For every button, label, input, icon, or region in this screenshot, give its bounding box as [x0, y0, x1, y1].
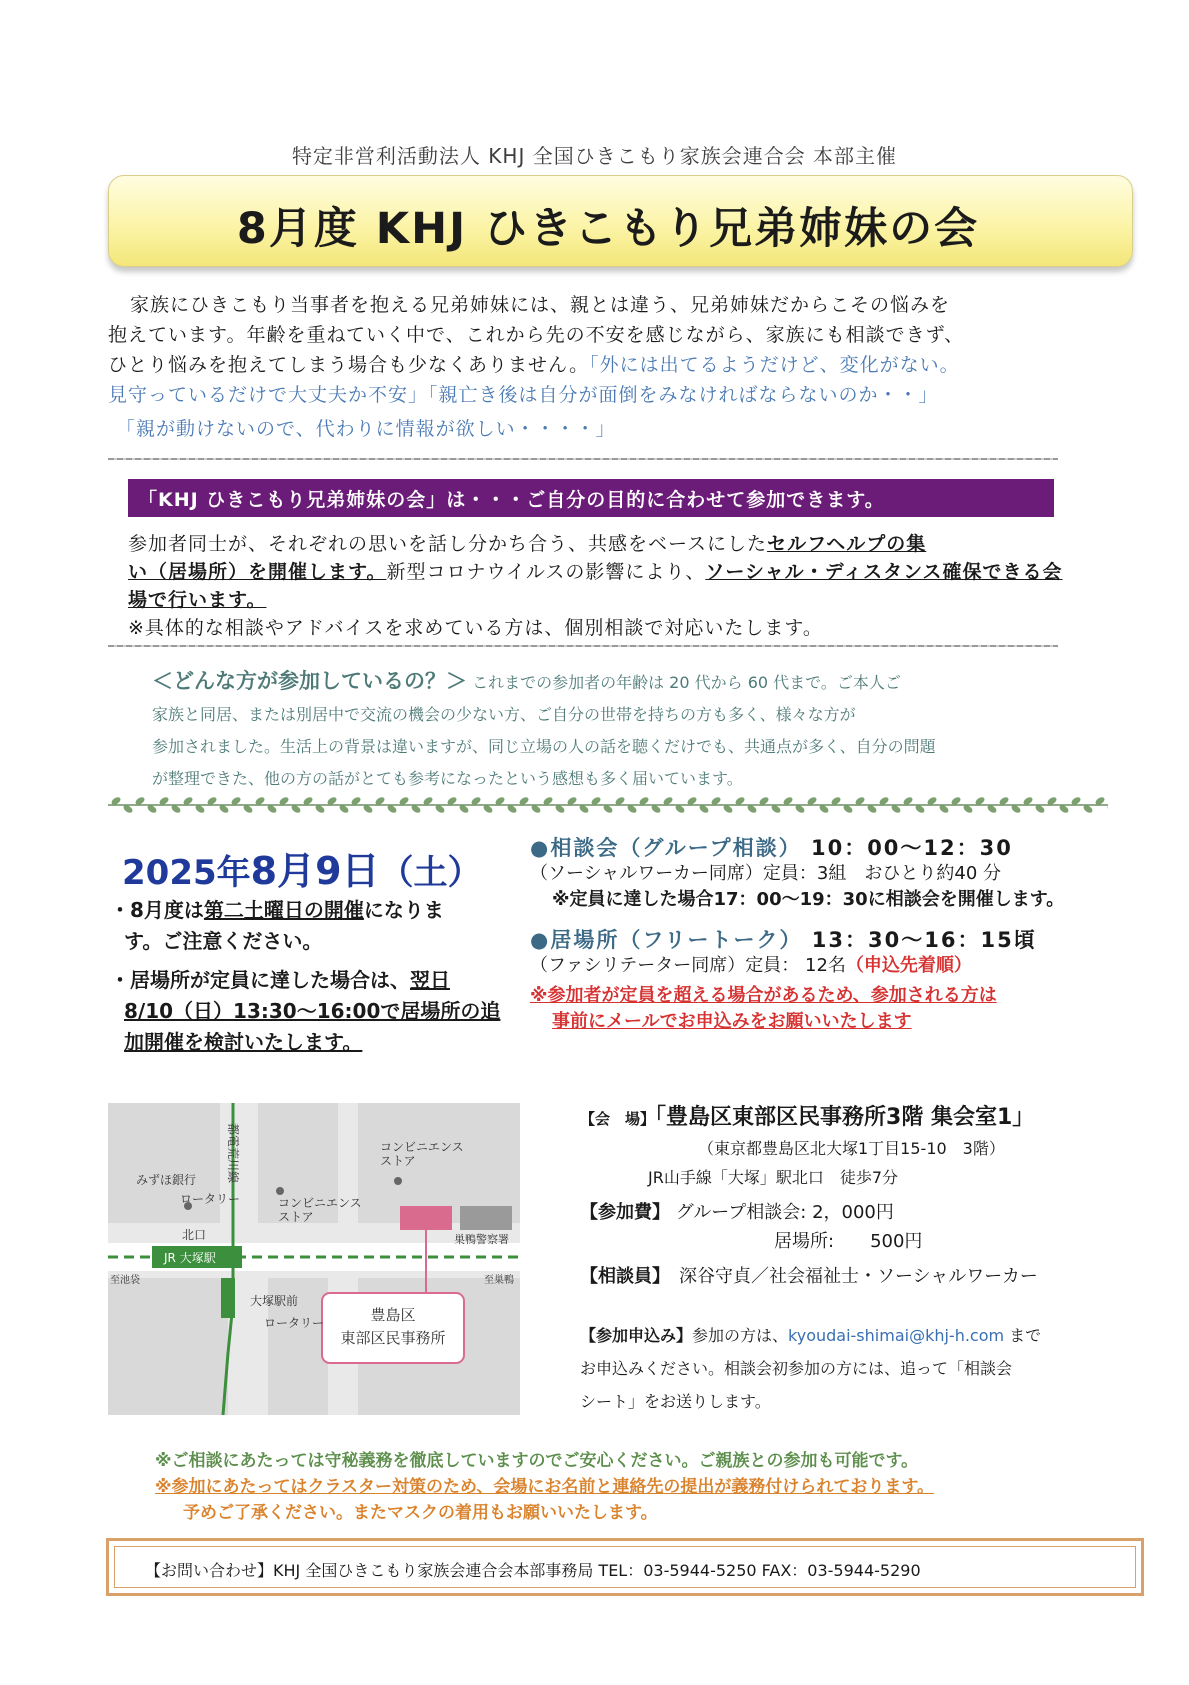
divider [108, 458, 1058, 460]
staff-line [580, 1262, 1160, 1291]
fee-value: グループ相談会: 2，000円 [675, 1202, 894, 1223]
schedule-time: 10：00～12：30 [810, 836, 1013, 860]
map-label-line: 都電荒川線 [226, 1123, 240, 1184]
apply-text: 参加の方は、 [692, 1326, 789, 1345]
purpose-banner: 「KHJ ひきこもり兄弟姉妹の会」は・・・ご自分の目的に合わせて参加できます。 [128, 479, 1054, 517]
intro-line [108, 350, 1108, 380]
map-label-station: JR 大塚駅 [164, 1251, 216, 1265]
quote-text: 「親が動けないので、代わりに情報が欲しい・・・・」 [116, 418, 616, 440]
map-label-bank: みずほ銀行 [136, 1173, 197, 1187]
who-line [152, 665, 1102, 699]
note-text: になりま [363, 898, 444, 922]
privacy-note: ※ご相談にあたっては守秘義務を徹底していますのでご安心ください。ご親族との参加も可能です。 [155, 1451, 919, 1471]
first-come-badge: （申込先着順） [845, 955, 972, 976]
apply-label: 【参加申込み】 [580, 1326, 693, 1345]
page-title: 8月度 KHJ ひきこもり兄弟姉妹の会 [236, 204, 980, 254]
contact-text: 【お問い合わせ】KHJ 全国ひきこもり家族会連合会本部事務局 TEL：03-5944-5250 FAX：03-5944-5290 [114, 1546, 1136, 1588]
venue-access: JR山手線「大塚」駅北口 徒歩7分 [648, 1168, 899, 1187]
mask-note: 予めご了承ください。またマスクの着用もお願いいたします。 [183, 1503, 658, 1523]
map-label-rotary: ロータリー [264, 1316, 325, 1330]
map-drawing [108, 1103, 520, 1415]
purpose-text [128, 530, 1098, 642]
sponsor-line: 特定非営利活動法人 KHJ 全国ひきこもり家族会連合会 本部主催 [291, 144, 898, 168]
note-line: 8/10（日）13:30～16:00で居場所の追 [124, 999, 501, 1023]
map-label-north-exit: 北口 [182, 1228, 207, 1242]
staff-value: 深谷守貞／社会福祉士・ソーシャルワーカー [679, 1266, 1038, 1287]
apply-line [580, 1321, 1160, 1350]
intro-line: 家族にひきこもり当事者を抱える兄弟姉妹には、親とは違う、兄弟姉妹だからこその悩みを [130, 294, 951, 316]
fee-line: 居場所: 500円 [774, 1231, 923, 1252]
note-text: ・居場所が定員に達した場合は、 [110, 968, 410, 992]
map-label-sugamo: 至巣鴨 [484, 1275, 514, 1286]
purpose-text-part: 新型コロナウイルスの影響により、 [386, 561, 706, 583]
venue-address: （東京都豊島区北大塚1丁目15-10 3階） [698, 1139, 1005, 1158]
emphasis-text: セルフヘルプの集 [767, 533, 927, 555]
schedule-note: ※定員に達した場合17：00～19：30に相談会を開催します。 [552, 889, 1065, 910]
map-label-store: コンビニエンス [278, 1196, 362, 1210]
warning-text: 事前にメールでお申込みをお願いいたします [552, 1011, 912, 1032]
quote-text: 「外には出てるようだけど、変化がない。 [589, 354, 960, 376]
date-weekday: （土） [379, 853, 482, 893]
map-label-rotary: ロータリー [180, 1192, 241, 1206]
purpose-text-part: 参加者同士が、それぞれの思いを話し分かち合う、共感をベースにした [128, 533, 768, 555]
schedule-title: ●相談会（グループ相談） [530, 836, 802, 860]
who-line: 家族と同居、または別居中で交流の機会の少ない方、ご自分の世帯を持ちの方も多く、様々な方が [152, 705, 856, 724]
intro-line: 抱えています。年齢を重ねていく中で、これから先の不安を感じながら、家族にも相談できず、 [108, 324, 965, 346]
schedule-detail [530, 953, 1130, 979]
venue-line [580, 1103, 1160, 1134]
email-link[interactable]: kyoudai-shimai@khj-h.com [788, 1326, 1005, 1345]
emphasis-text: い（居場所）を開催します。 [128, 561, 387, 583]
map-label-store: コンビニエンス [380, 1140, 464, 1154]
intro-text [108, 290, 1108, 444]
schedule [530, 835, 1130, 1035]
map-label-front: 大塚駅前 [250, 1294, 299, 1308]
emphasis-text: 場で行います。 [128, 589, 267, 611]
note-line [110, 895, 510, 926]
map-label-store: ストア [278, 1210, 314, 1224]
map-label-venue: 東部区民事務所 [340, 1329, 446, 1347]
divider [108, 645, 1058, 647]
schedule-ibasho-heading [530, 927, 1130, 953]
staff-label: 【相談員】 [580, 1266, 661, 1287]
date-notes [110, 895, 510, 1058]
vine-divider [108, 795, 1108, 815]
map-label-store: ストア [380, 1154, 416, 1168]
who-section [152, 665, 1102, 795]
map-label-venue: 豊島区 [370, 1306, 416, 1324]
schedule-detail: （ソーシャルワーカー同席）定員：3組 おひとり約40 分 [530, 863, 1001, 884]
map-label-police: 巣鴨警察署 [454, 1233, 509, 1246]
note-line: 加開催を検討いたします。 [124, 1030, 363, 1054]
apply-line: お申込みください。相談会初参加の方には、追って「相談会 [580, 1359, 1013, 1378]
fee-line [580, 1198, 1160, 1227]
quote-text: 見守っているだけで大丈夫か不安」「親亡き後は自分が面倒をみなければならないのか・・」 [108, 384, 939, 406]
note-line: す。ご注意ください。 [124, 929, 323, 953]
schedule-title: ●居場所（フリートーク） [530, 928, 803, 952]
map-label-ikebukuro: 至池袋 [110, 1275, 140, 1286]
event-date [122, 840, 482, 895]
note-text: ・8月度は [110, 898, 204, 922]
apply-line: シート」をお送りします。 [580, 1392, 771, 1411]
schedule-time: 13：30～16：15頃 [811, 928, 1037, 952]
fee-label: 【参加費】 [580, 1202, 670, 1223]
emphasis-text: 翌日 [410, 968, 450, 992]
contact-box [106, 1538, 1144, 1596]
who-text: これまでの参加者の年齢は 20 代から 60 代まで。ご本人ご [472, 673, 901, 692]
schedule-detail-text: （ファシリテーター同席）定員： 12名 [530, 955, 846, 976]
purpose-line [128, 530, 1098, 558]
venue-label: 【会 場】 [580, 1110, 656, 1128]
date-monthday: 8月9日 [250, 849, 380, 893]
purpose-line: ※具体的な相談やアドバイスを求めている方は、個別相談で対応いたします。 [128, 617, 823, 639]
venue-name: 「豊島区東部区民事務所3階 集会室1」 [655, 1105, 1035, 1130]
area-map [108, 1103, 520, 1415]
who-heading: ＜どんな方が参加しているの？＞ [152, 669, 467, 693]
emphasis-text: ソーシャル・ディスタンス確保できる会 [705, 561, 1063, 583]
note-line [110, 965, 510, 996]
schedule-consult-heading [530, 835, 1130, 861]
purpose-line [128, 558, 1098, 586]
apply-text: まで [1004, 1326, 1042, 1345]
cluster-note: ※参加にあたってはクラスター対策のため、会場にお名前と連絡先の提出が義務付けられております。 [155, 1477, 934, 1497]
venue-info [580, 1103, 1160, 1416]
date-year: 2025年 [122, 853, 251, 893]
intro-text-part: ひとり悩みを抱えてしまう場合も少なくありません。 [108, 354, 590, 376]
who-line: 参加されました。生活上の背景は違いますが、同じ立場の人の話を聴くだけでも、共通点が多く、自分の問題 [152, 737, 936, 756]
emphasis-text: 第二土曜日の開催 [203, 898, 364, 922]
bottom-notes [155, 1448, 1055, 1526]
warning-text: ※参加者が定員を超える場合があるため、参加される方は [530, 985, 997, 1006]
who-line: が整理できた、他の方の話がとても参考になったという感想も多く届いています。 [152, 769, 743, 788]
